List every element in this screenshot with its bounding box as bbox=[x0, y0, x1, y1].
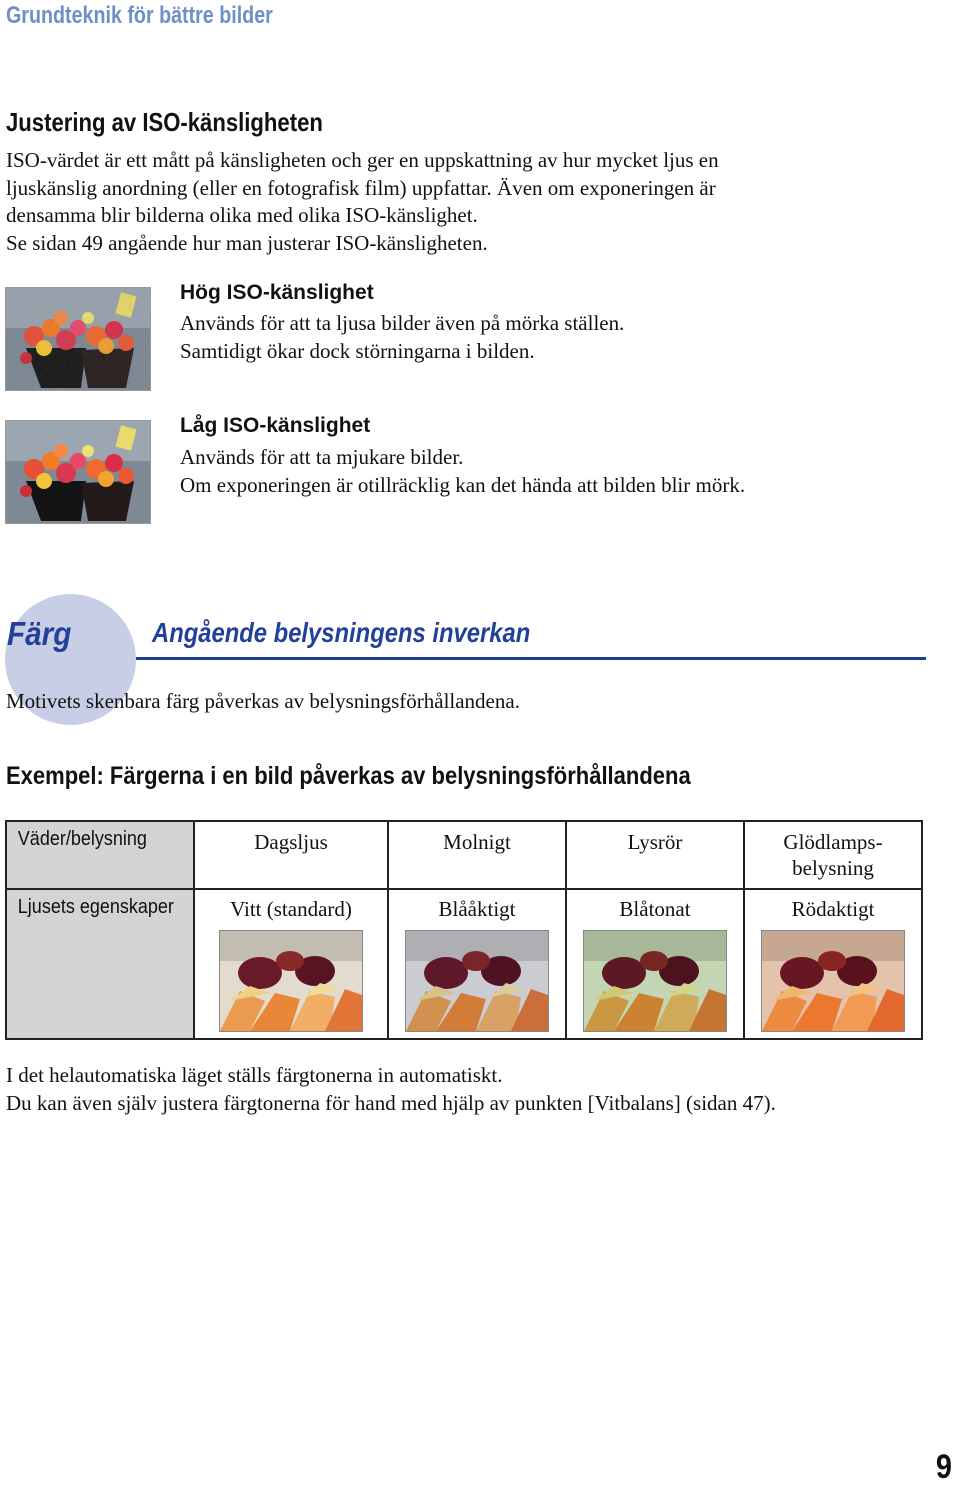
paragraph-line: densamma blir bilderna olika med olika ISO-känslighet. bbox=[6, 203, 478, 227]
lighting-label: Glödlamps- bbox=[783, 830, 883, 854]
food-photo-cloudy bbox=[405, 930, 549, 1032]
breadcrumb: Grundteknik för bättre bilder bbox=[6, 2, 273, 29]
table-cell bbox=[566, 889, 744, 1039]
table-row bbox=[6, 821, 922, 889]
footer-text bbox=[6, 1062, 946, 1117]
description-line: Används för att ta mjukare bilder. bbox=[180, 445, 464, 469]
light-property: Blåtonat bbox=[619, 897, 691, 921]
row-header-label: Väder/belysning bbox=[17, 828, 147, 850]
description-line: Om exponeringen är otillräcklig kan det hända att bilden blir mörk. bbox=[180, 472, 746, 497]
lighting-label: Dagsljus bbox=[254, 830, 328, 854]
food-photo-incandescent bbox=[761, 930, 905, 1032]
example-heading: Exempel: Färgerna i en bild påverkas av belysningsförhållandena bbox=[6, 762, 691, 790]
table-cell bbox=[388, 821, 566, 889]
paragraph-line: Se sidan 49 angående hur man justerar ISO-känsligheten. bbox=[6, 230, 488, 255]
iso-paragraph bbox=[6, 147, 906, 257]
table-cell bbox=[566, 821, 744, 889]
food-photo-fluorescent bbox=[583, 930, 727, 1032]
lighting-label: Molnigt bbox=[443, 830, 511, 854]
footer-line: I det helautomatiska läget ställs färgtonerna in automatiskt. bbox=[6, 1063, 503, 1087]
row-header bbox=[6, 821, 194, 889]
page-number: 9 bbox=[935, 1448, 952, 1486]
table-row bbox=[6, 889, 922, 1039]
row-header-label: Ljusets egenskaper bbox=[17, 896, 174, 918]
table-cell bbox=[744, 889, 922, 1039]
color-intro: Motivets skenbara färg påverkas av belysningsförhållandena. bbox=[6, 689, 520, 713]
table-cell bbox=[744, 821, 922, 889]
light-property: Rödaktigt bbox=[791, 897, 875, 921]
color-section-title: Angående belysningens inverkan bbox=[152, 617, 531, 648]
light-property: Blååktigt bbox=[438, 897, 516, 921]
light-property: Vitt (standard) bbox=[230, 897, 352, 921]
low-iso-description bbox=[180, 444, 745, 499]
table-cell bbox=[194, 821, 388, 889]
lighting-label: Lysrör bbox=[627, 830, 683, 854]
food-photo-daylight bbox=[219, 930, 363, 1032]
lighting-label-line2: belysning bbox=[792, 856, 874, 880]
high-iso-description bbox=[180, 310, 624, 365]
description-line: Används för att ta ljusa bilder även på mörka ställen. bbox=[180, 311, 625, 335]
section-badge-label: Färg bbox=[7, 615, 72, 652]
description-line: Samtidigt ökar dock störningarna i bilden. bbox=[180, 338, 535, 363]
low-iso-title: Låg ISO-känslighet bbox=[180, 414, 371, 437]
high-iso-title: Hög ISO-känslighet bbox=[180, 281, 374, 304]
paragraph-line: ljuskänslig anordning (eller en fotografisk film) uppfattar. Även om exponeringen är bbox=[6, 175, 716, 200]
iso-section-heading: Justering av ISO-känsligheten bbox=[6, 107, 323, 137]
table-cell bbox=[194, 889, 388, 1039]
footer-line: Du kan även själv justera färgtonerna för hand med hjälp av punkten [Vitbalans] (sidan 47). bbox=[6, 1090, 776, 1115]
low-iso-flower-photo bbox=[5, 420, 151, 524]
table-cell bbox=[388, 889, 566, 1039]
section-divider bbox=[136, 657, 926, 660]
paragraph-line: ISO-värdet är ett mått på känsligheten och ger en uppskattning av hur mycket ljus en bbox=[6, 148, 719, 172]
high-iso-flower-photo bbox=[5, 287, 151, 391]
lighting-table bbox=[5, 820, 923, 1040]
row-header bbox=[6, 889, 194, 1039]
